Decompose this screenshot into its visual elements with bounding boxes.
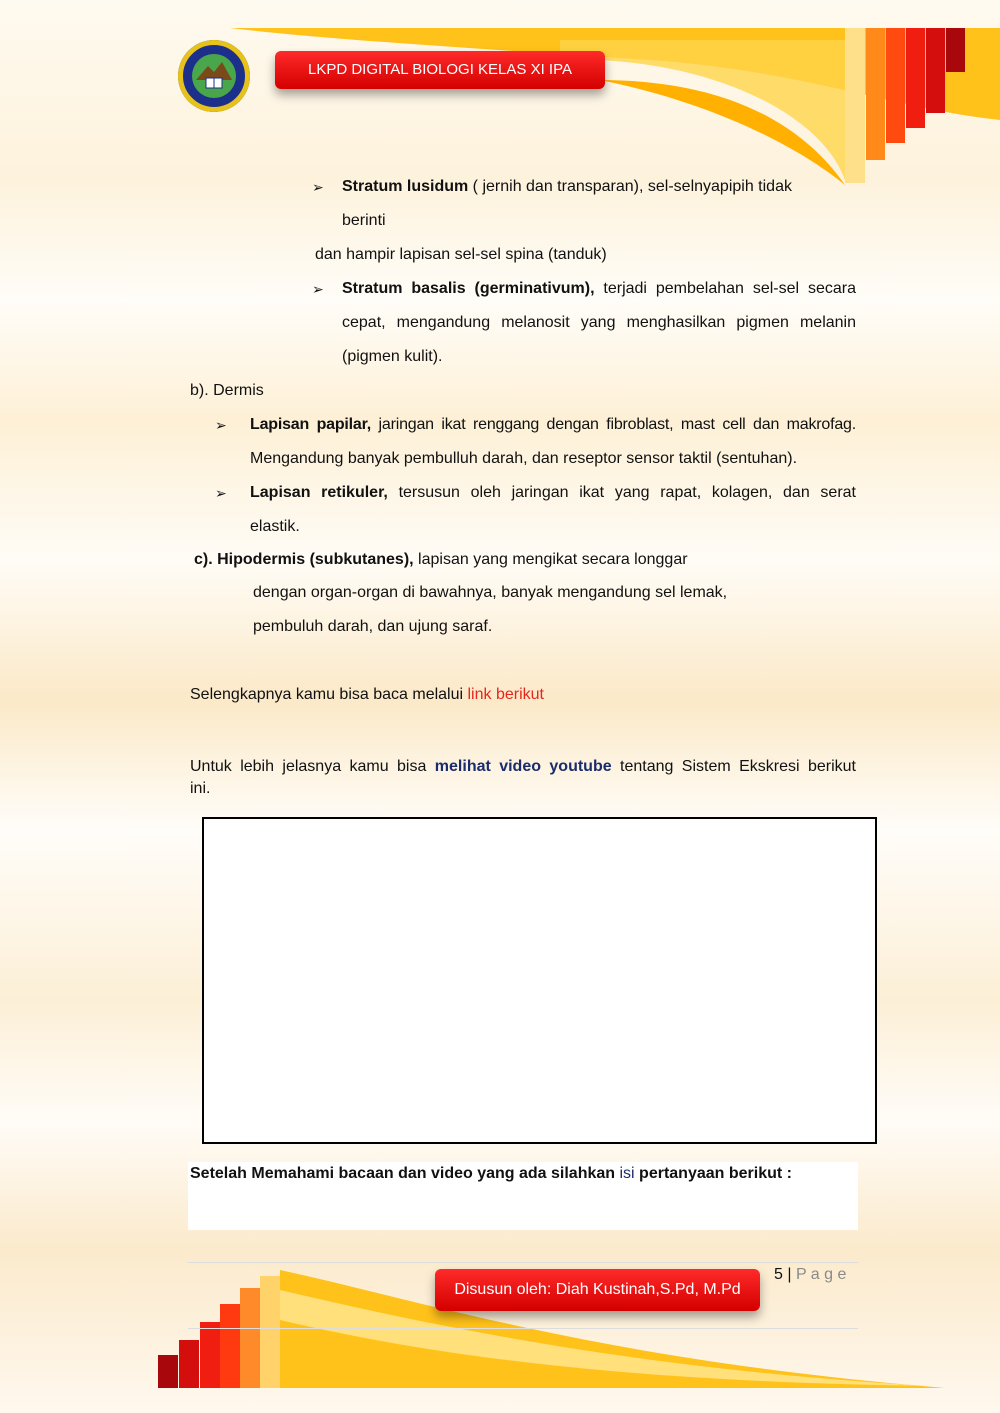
retikuler-line2: elastik. <box>250 518 300 535</box>
footer-author: Disusun oleh: Diah Kustinah,S.Pd, M.Pd <box>454 1281 741 1298</box>
retikuler-term: Lapisan retikuler, <box>250 484 388 501</box>
lusidum-paragraph <box>342 170 857 238</box>
bullet-arrow-icon: ➢ <box>312 179 324 195</box>
hipodermis-line-1 <box>194 543 688 577</box>
footer-top-divider <box>188 1262 858 1263</box>
video-text-2: tentang Sistem Ekskresi berikut <box>611 758 856 775</box>
papilar-line2: Mengandung banyak pembulluh darah, dan reseptor sensor taktil (sentuhan). <box>250 450 798 467</box>
page-separator: | <box>782 1266 796 1283</box>
footer-author-banner <box>435 1269 760 1311</box>
hipodermis-line2: dengan organ-organ di bawahnya, banyak mengandung sel lemak, <box>253 584 728 601</box>
footer-bottom-divider <box>188 1328 858 1329</box>
basalis-line2: cepat, mengandung melanosit yang menghasilkan pigmen melanin <box>342 314 856 331</box>
lusidum-desc-2: berinti <box>342 212 386 229</box>
video-embed-frame[interactable] <box>202 817 877 1144</box>
page-number: 5 <box>774 1266 783 1283</box>
bullet-arrow-icon: ➢ <box>312 281 324 297</box>
papilar-line1: jaringan ikat renggang dengan fibroblast, mast cell dan makrofag. <box>371 416 857 433</box>
retikuler-line1: tersusun oleh jaringan ikat yang rapat, kolagen, dan serat <box>387 484 857 501</box>
lusidum-desc: ( jernih dan transparan), sel-selnyapipih tidak <box>468 178 792 195</box>
header-title: LKPD DIGITAL BIOLOGI KELAS XI IPA <box>308 61 572 78</box>
video-text-1: Untuk lebih jelasnya kamu bisa <box>190 758 435 775</box>
logo-emblem-icon <box>178 40 250 112</box>
hipodermis-term: c). Hipodermis (subkutanes), <box>194 551 414 568</box>
question-text-2: pertanyaan berikut : <box>634 1165 792 1182</box>
spina-line: dan hampir lapisan sel-sel spina (tanduk) <box>315 246 607 263</box>
papilar-term: Lapisan papilar, <box>250 416 372 433</box>
basalis-line3: (pigmen kulit). <box>342 348 443 365</box>
read-more-paragraph <box>190 678 544 712</box>
header-title-banner <box>275 51 605 89</box>
video-link[interactable]: melihat video youtube <box>434 758 612 775</box>
papilar-paragraph <box>250 408 856 476</box>
page-label: P a g e <box>795 1266 847 1283</box>
school-logo <box>178 40 250 112</box>
read-more-link[interactable]: link berikut <box>467 686 544 703</box>
basalis-paragraph <box>342 272 856 374</box>
hipodermis-line3: pembuluh darah, dan ujung saraf. <box>253 618 493 635</box>
retikuler-paragraph <box>250 476 856 544</box>
question-link[interactable]: isi <box>619 1165 635 1182</box>
lusidum-term: Stratum lusidum <box>342 178 469 195</box>
read-more-text: Selengkapnya kamu bisa baca melalui <box>190 686 468 703</box>
bullet-arrow-icon: ➢ <box>215 417 227 433</box>
basalis-line1: terjadi pembelahan sel-sel secara <box>594 280 856 297</box>
question-text-1: Setelah Memahami bacaan dan video yang ada silahkan <box>190 1165 620 1182</box>
question-prompt <box>190 1163 792 1185</box>
page-number-block <box>774 1265 846 1285</box>
hipodermis-line1: lapisan yang mengikat secara longgar <box>413 551 688 568</box>
bullet-arrow-icon: ➢ <box>215 485 227 501</box>
basalis-term: Stratum basalis (germinativum), <box>342 280 595 297</box>
video-text-3: ini. <box>190 780 211 797</box>
dermis-heading: b). Dermis <box>190 382 264 399</box>
video-intro-paragraph <box>190 756 856 800</box>
